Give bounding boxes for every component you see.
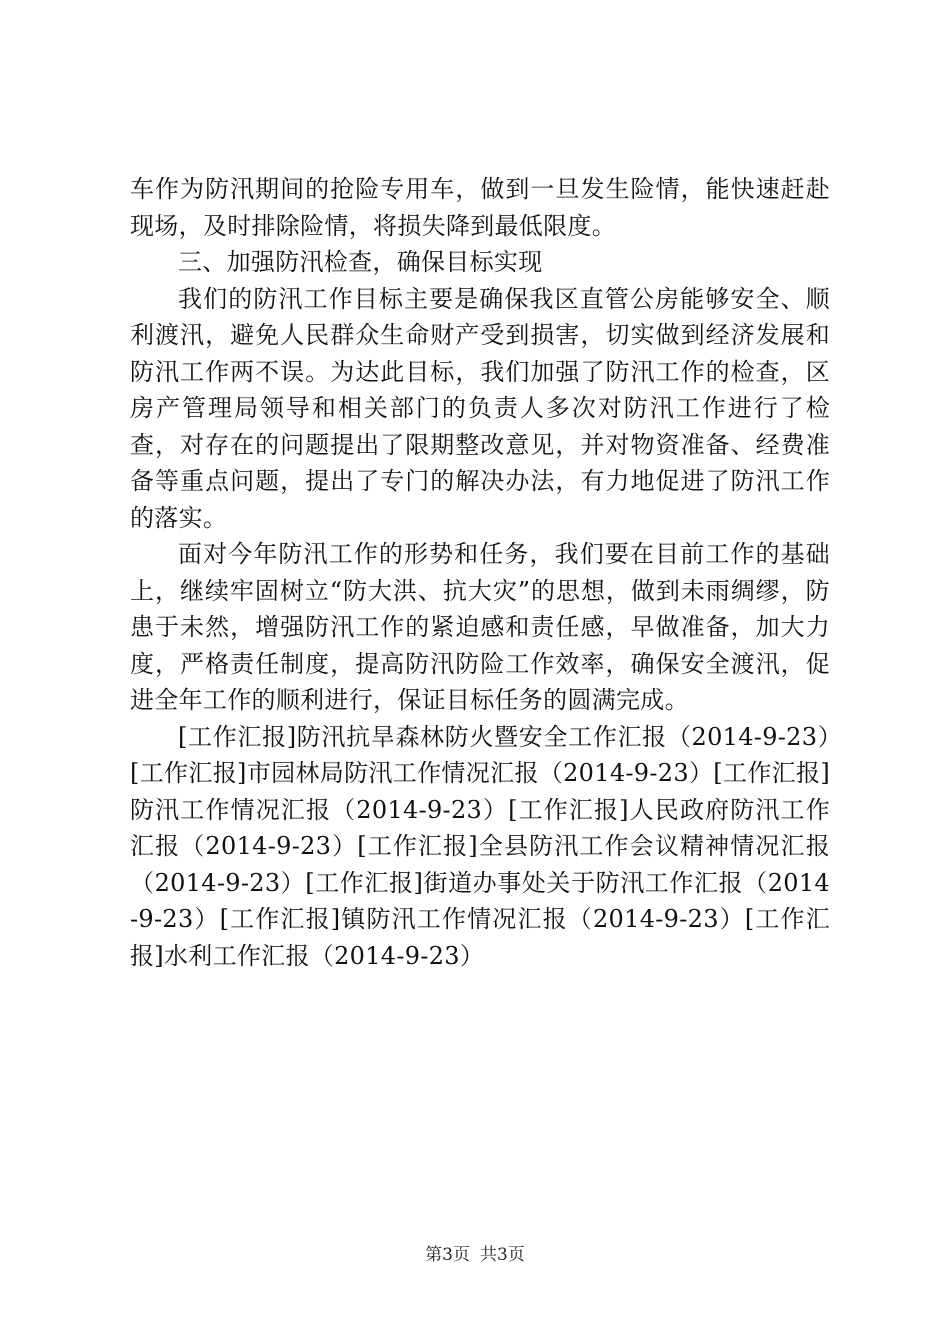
page-footer bbox=[0, 1244, 950, 1266]
paragraph-goal: 我们的防汛工作目标主要是确保我区直管公房能够安全、顺利渡汛，避免人民群众生命财产受到损害，切实做到经济发展和防汛工作两不误。为达此目标，我们加强了防汛工作的检查，区房产管理局领导和相关部门的负责人多次对防汛工作进行了检查，对存在的问题提出了限期整改意见，并对物资准备、经费准备等重点问题，提出了专门的解决办法，有力地促进了防汛工作的落实。 bbox=[130, 284, 830, 532]
paragraph-continuation: 车作为防汛期间的抢险专用车，做到一旦发生险情，能快速赶赴现场，及时排除险情，将损失降到最低限度。 bbox=[130, 175, 830, 240]
section-heading: 三、加强防汛检查，确保目标实现 bbox=[178, 248, 543, 276]
paragraph-related-reports: [工作汇报]防汛抗旱森林防火暨安全工作汇报（2014-9-23）[工作汇报]市园林局防汛工作情况汇报（2014-9-23）[工作汇报]防汛工作情况汇报（2014-9-23）[工作汇报]人民政府防汛工作汇报（2014-9-23）[工作汇报]全县防汛工作会议精神情况汇报（2014-9-23）[工作汇报]街道办事处关于防汛工作汇报（2014-9-23）[工作汇报]镇防汛工作情况汇报（2014-9-23）[工作汇报]水利工作汇报（2014-9-23） bbox=[130, 722, 830, 970]
document-body bbox=[130, 171, 830, 974]
page-number: 第3页 bbox=[425, 1245, 470, 1265]
page-total: 共3页 bbox=[480, 1245, 525, 1265]
paragraph-outlook: 面对今年防汛工作的形势和任务，我们要在目前工作的基础上，继续牢固树立“防大洪、抗大灾”的思想，做到未雨绸缪，防患于未然，增强防汛工作的紧迫感和责任感，早做准备，加大力度，严格责任制度，提高防汛防险工作效率，确保安全渡汛，促进全年工作的顺利进行，保证目标任务的圆满完成。 bbox=[130, 540, 830, 714]
